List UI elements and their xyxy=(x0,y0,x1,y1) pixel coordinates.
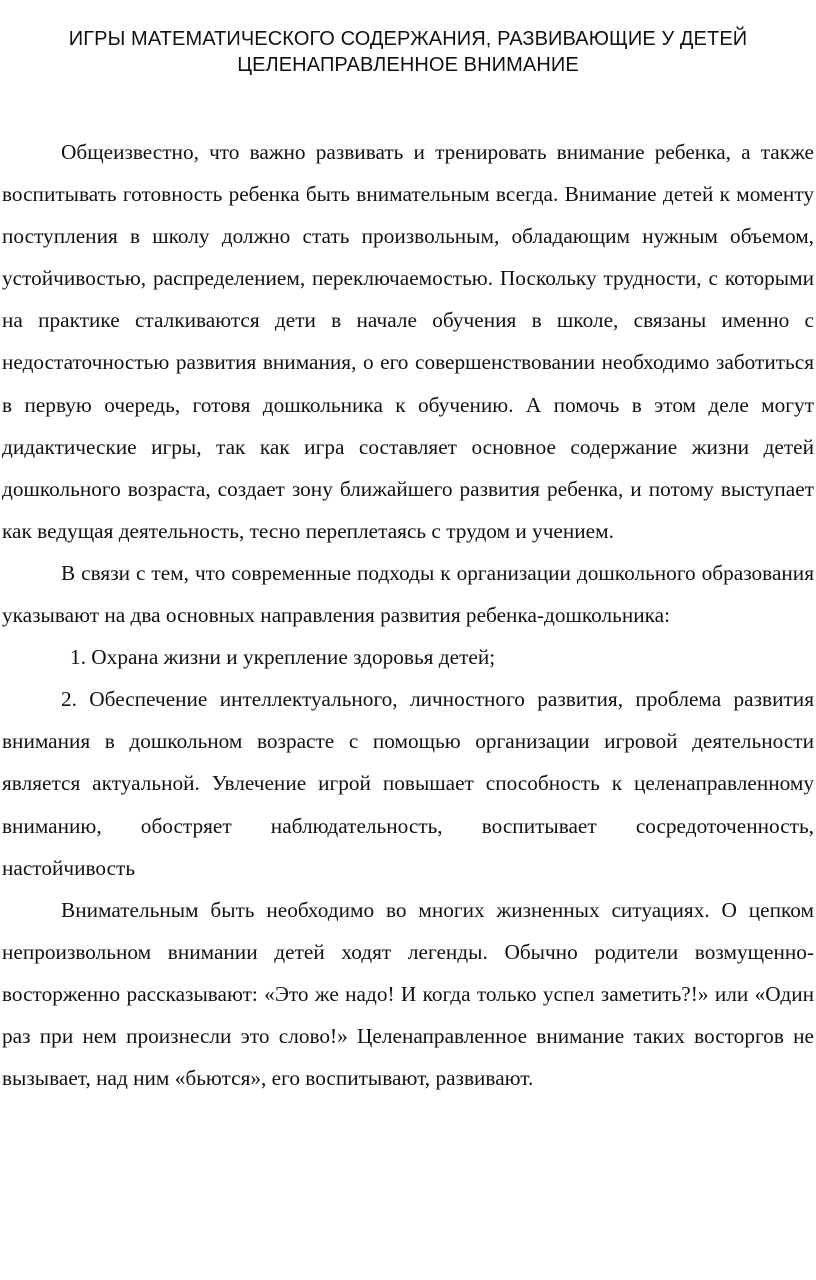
document-title: ИГРЫ МАТЕМАТИЧЕСКОГО СОДЕРЖАНИЯ, РАЗВИВАЮЩИЕ У ДЕТЕЙ ЦЕЛЕНАПРАВЛЕННОЕ ВНИМАНИЕ xyxy=(68,28,748,76)
document-body xyxy=(2,131,814,1099)
paragraph-attention: Внимательным быть необходимо во многих жизненных ситуациях. О цепком непроизвольном внимании детей ходят легенды. Обычно родители возмущенно-восторженно рассказывают: «Это же надо! И когда только успел заметить?!» или «Один раз при нем произнесли это слово!» Целенаправленное внимание таких восторгов не вызывает, над ним «бьются», его воспитывают, развивают. xyxy=(2,897,814,1091)
list-item-1: 1. Охрана жизни и укрепление здоровья детей; xyxy=(70,645,496,670)
paragraph-approaches: В связи с тем, что современные подходы к организации дошкольного образования указывают на два основных направления развития ребенка-дошкольника: xyxy=(2,560,814,628)
list-item-2: 2. Обеспечение интеллектуального, личностного развития, проблема развития внимания в дошкольном возрасте с помощью организации игровой деятельности является актуальной. Увлечение игрой повышает способность к целенаправленному вниманию, обостряет наблюдательность, воспитывает сосредоточенность, настойчивость xyxy=(2,687,814,880)
paragraph-intro: Общеизвестно, что важно развивать и тренировать внимание ребенка, а также воспитывать готовность ребенка быть внимательным всегда. Внимание детей к моменту поступления в школу должно стать произвольным, обладающим нужным объемом, устойчивостью, распределением, переключаемостью. Поскольку трудности, с которыми на практике сталкиваются дети в начале обучения в школе, связаны именно с недостаточностью развития внимания, о его совершенствовании необходимо заботиться в первую очередь, готовя дошкольника к обучению. А помочь в этом деле могут дидактические игры, так как игра составляет основное содержание жизни детей дошкольного возраста, создает зону ближайшего развития ребенка, и потому выступает как ведущая деятельность, тесно переплетаясь с трудом и учением. xyxy=(2,140,814,543)
